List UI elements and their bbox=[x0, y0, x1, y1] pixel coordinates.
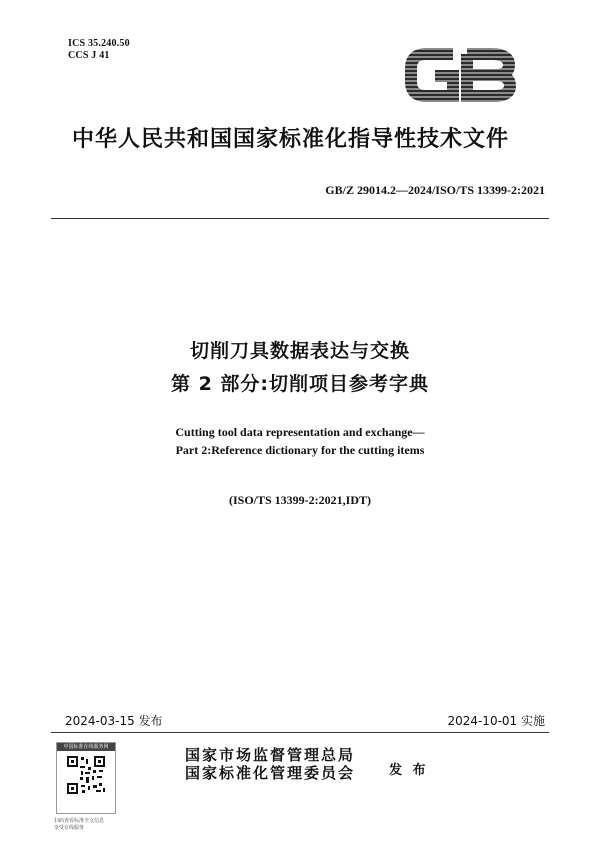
implementation-date: 2024-10-01 实施 bbox=[447, 714, 545, 728]
standard-number: GB/Z 29014.2—2024/ISO/TS 13399-2:2021 bbox=[325, 183, 545, 197]
qr-caption bbox=[54, 818, 116, 832]
qr-code-panel bbox=[56, 742, 116, 814]
upper-divider bbox=[51, 218, 549, 219]
classification-codes bbox=[68, 38, 130, 62]
ics-code: ICS 35.240.50 bbox=[68, 38, 130, 49]
adoption-statement: (ISO/TS 13399-2:2021,IDT) bbox=[228, 493, 371, 507]
publication-date: 2024-03-15 发布 bbox=[65, 714, 163, 728]
qr-header: 中国标准在线服务网 bbox=[57, 743, 115, 751]
standard-type-title: 中华人民共和国国家标准化指导性技术文件 bbox=[72, 127, 510, 152]
chinese-title-line-1: 切削刀具数据表达与交换 bbox=[189, 340, 410, 362]
ccs-code: CCS J 41 bbox=[68, 50, 110, 61]
issuer-line-1: 国家市场监督管理总局 bbox=[185, 746, 356, 764]
gb-logo-icon bbox=[401, 42, 519, 108]
lower-divider bbox=[51, 732, 549, 733]
issuing-authorities bbox=[185, 746, 355, 782]
qr-code-icon bbox=[66, 755, 106, 795]
qr-caption-line-2: 享受在线服务 bbox=[54, 825, 85, 831]
qr-caption-line-1: 扫码查看标准全文信息 bbox=[54, 818, 105, 824]
issuer-line-2: 国家标准化管理委员会 bbox=[185, 764, 356, 782]
english-title-line-2: Part 2:Reference dictionary for the cutting items bbox=[175, 443, 425, 457]
issued-label: 发 布 bbox=[389, 763, 429, 778]
chinese-title-line-2: 第 2 部分:切削项目参考字典 bbox=[170, 373, 430, 395]
english-title-line-1: Cutting tool data representation and exchange— bbox=[175, 425, 425, 439]
